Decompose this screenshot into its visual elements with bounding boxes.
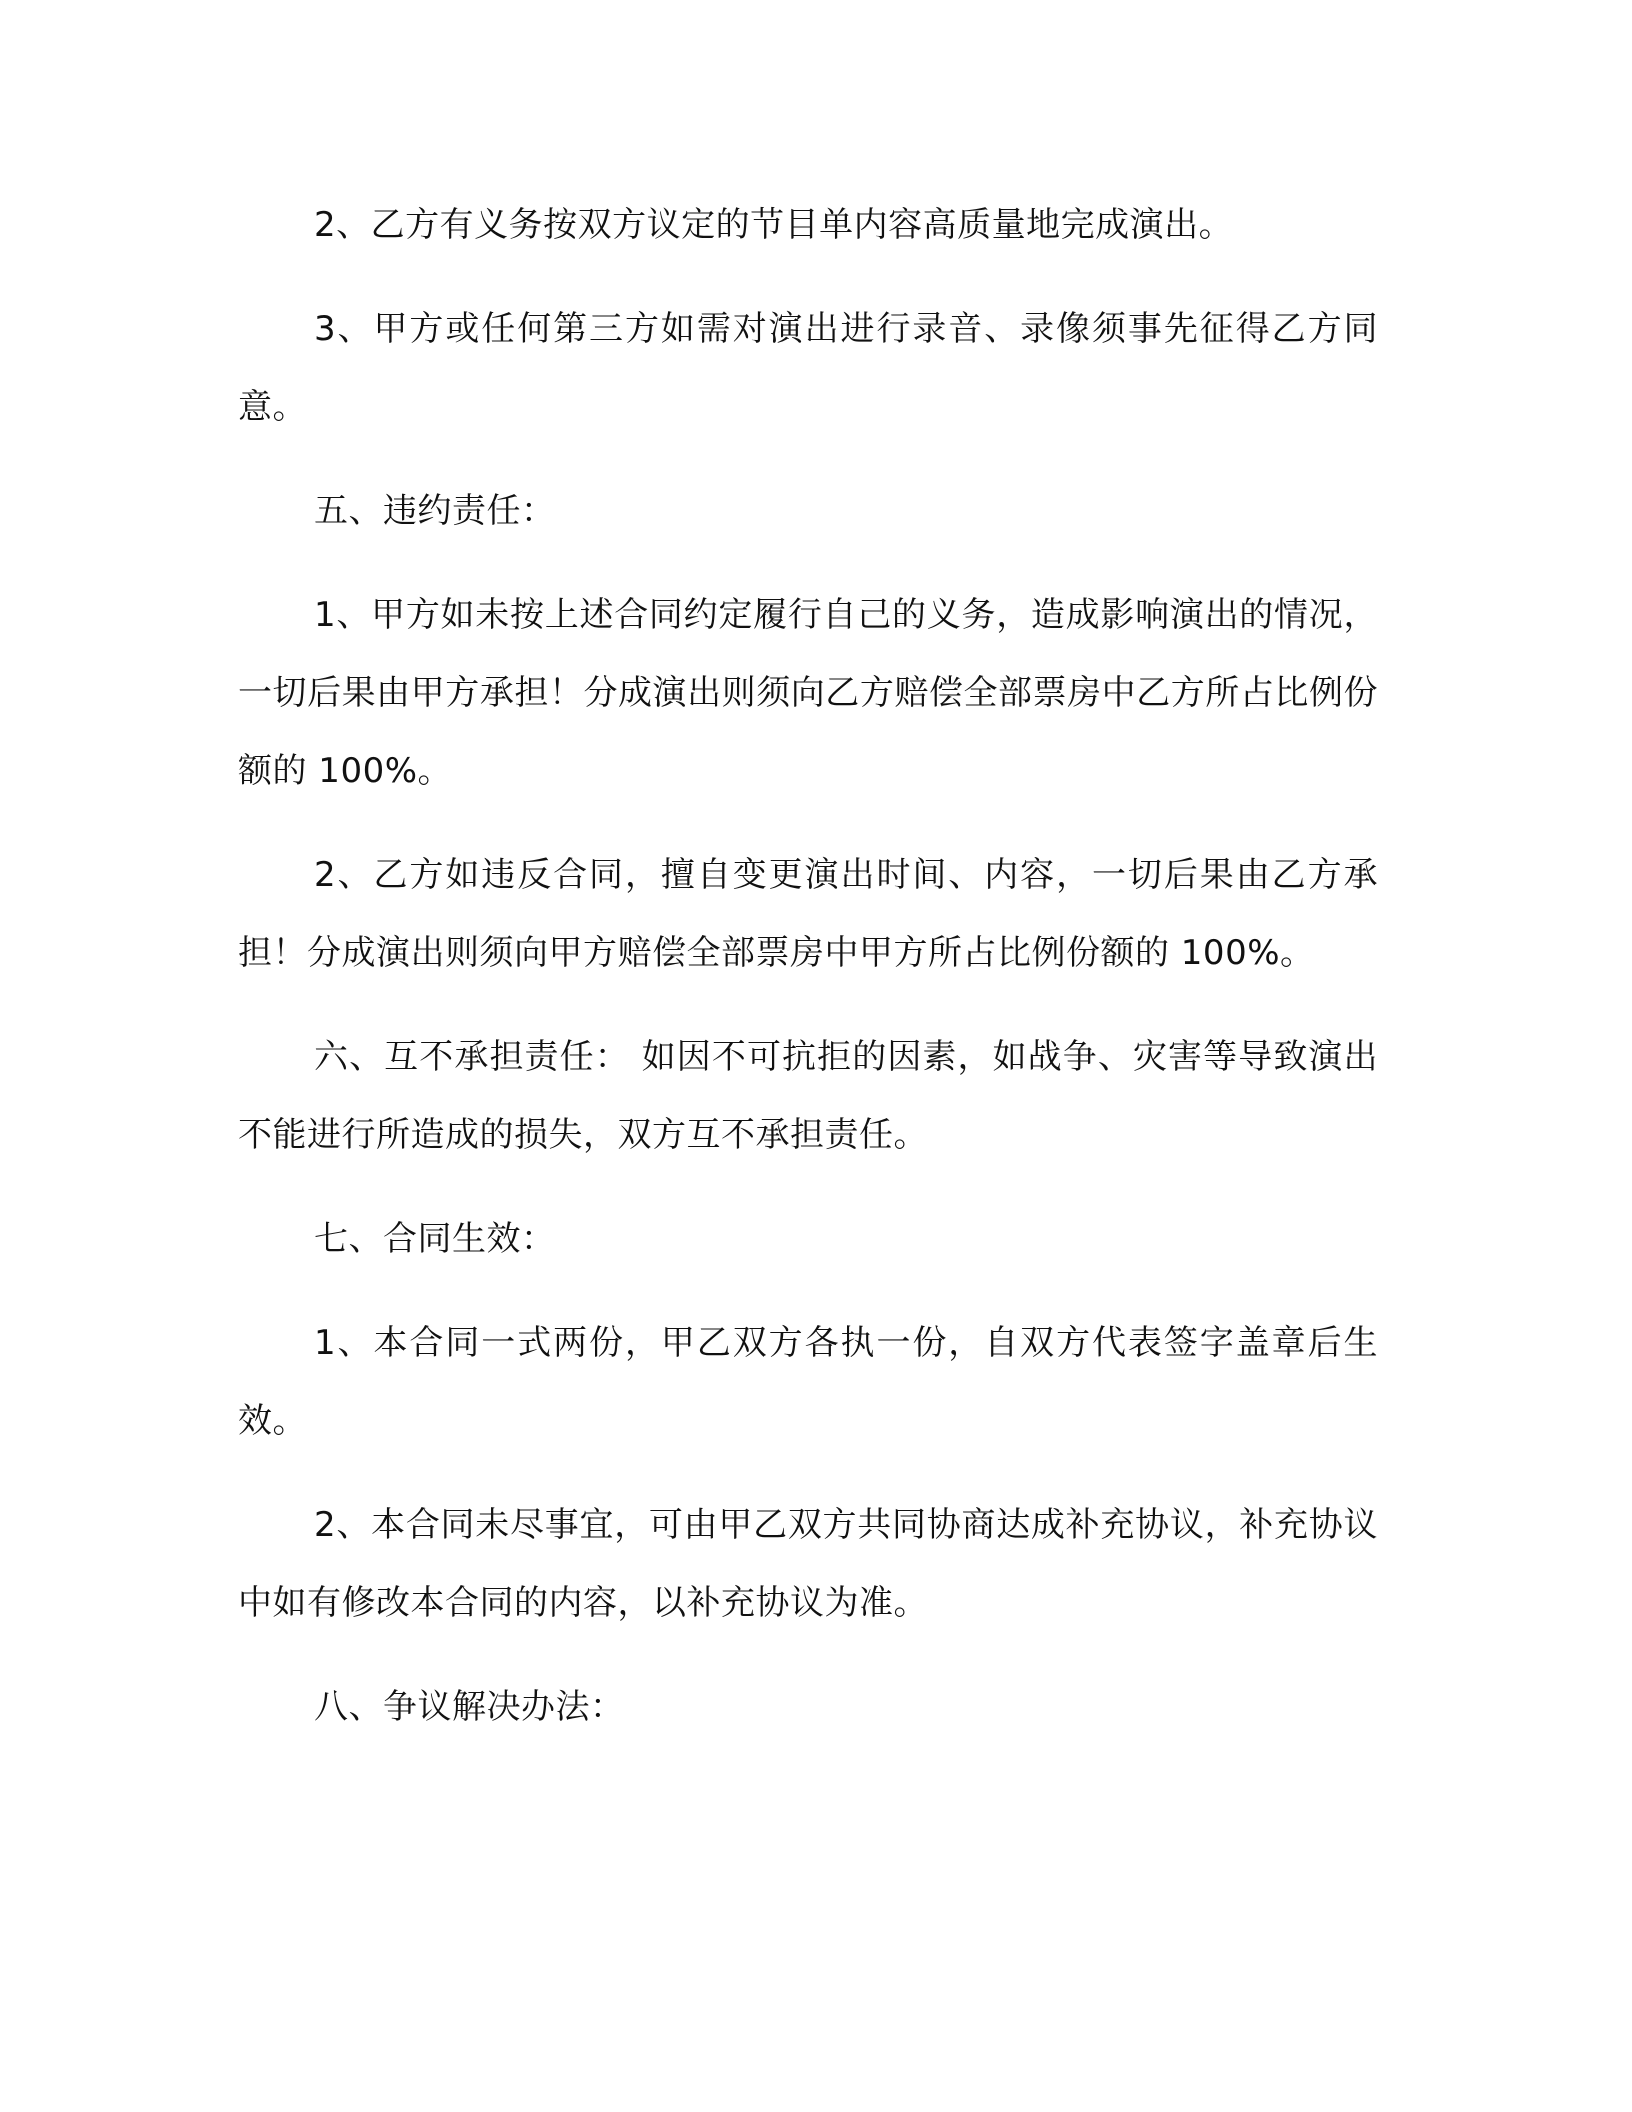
clause-2-performer-obligation: 2、乙方有义务按双方议定的节目单内容高质量地完成演出。 <box>314 205 1234 245</box>
clause-1-party-a-breach: 1、甲方如未按上述合同约定履行自己的义务，造成影响演出的情况，一切后果由甲方承担！分成演出则须向乙方赔偿全部票房中乙方所占比例份额的 100%。 <box>238 595 1378 791</box>
clause-2-party-b-breach: 2、乙方如违反合同，擅自变更演出时间、内容，一切后果由乙方承担！分成演出则须向甲方赔偿全部票房中甲方所占比例份额的 100%。 <box>238 855 1378 973</box>
clause-2-supplementary-agreement: 2、本合同未尽事宜，可由甲乙双方共同协商达成补充协议，补充协议中如有修改本合同的内容，以补充协议为准。 <box>238 1505 1378 1623</box>
section-force-majeure: 六、互不承担责任： 如因不可抗拒的因素，如战争、灾害等导致演出不能进行所造成的损失，双方互不承担责任。 <box>238 1037 1378 1155</box>
document-page <box>238 186 1378 1772</box>
section-heading-contract-effect: 七、合同生效： <box>314 1219 556 1259</box>
clause-3-recording-consent: 3、甲方或任何第三方如需对演出进行录音、录像须事先征得乙方同意。 <box>238 309 1378 427</box>
section-heading-dispute-resolution: 八、争议解决办法： <box>314 1687 625 1727</box>
clause-1-copies-effect: 1、本合同一式两份，甲乙双方各执一份，自双方代表签字盖章后生效。 <box>238 1323 1378 1441</box>
section-heading-breach-liability: 五、违约责任： <box>314 491 556 531</box>
